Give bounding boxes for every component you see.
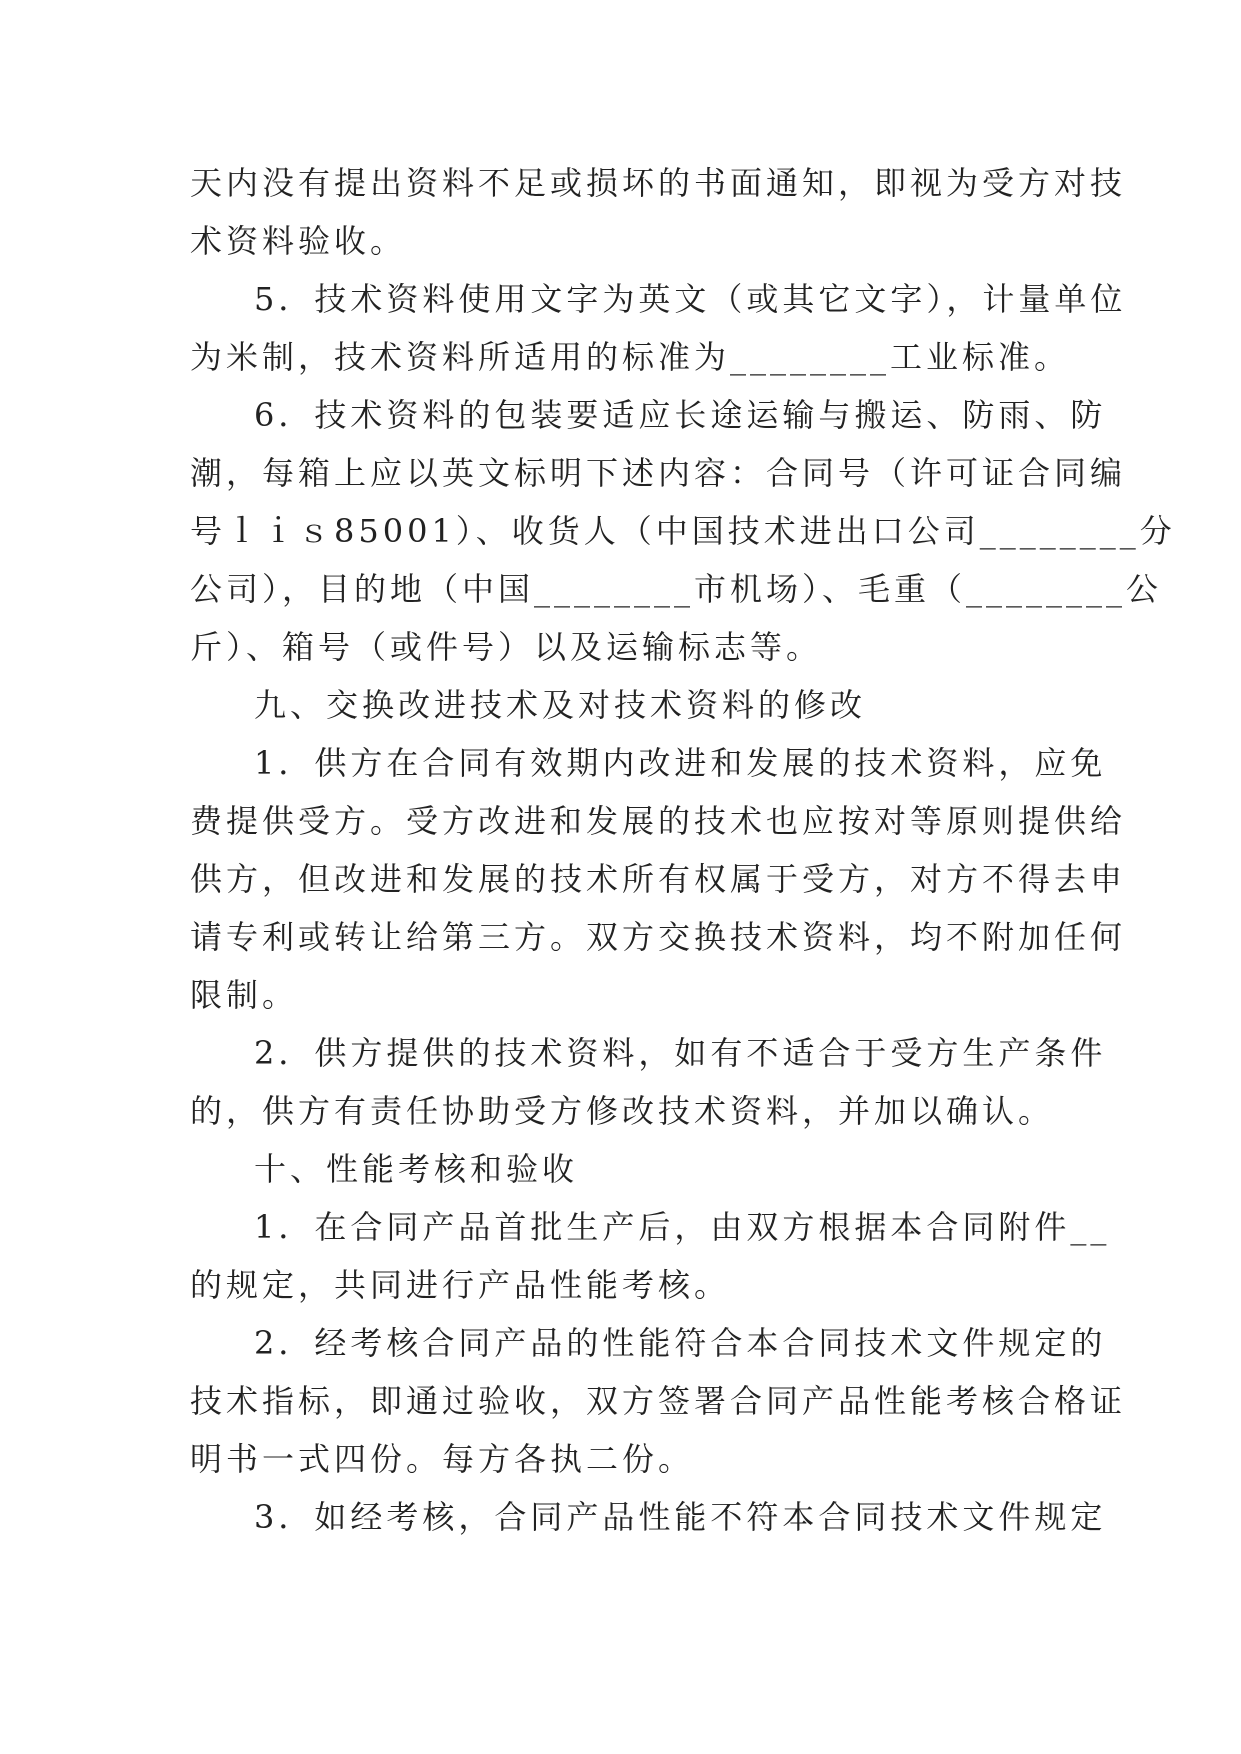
text-line: 潮，每箱上应以英文标明下述内容：合同号（许可证合同编 bbox=[190, 454, 1127, 492]
text-line: 6．技术资料的包装要适应长途运输与搬运、防雨、防 bbox=[254, 396, 1107, 434]
text-line: 明书一式四份。每方各执二份。 bbox=[190, 1440, 695, 1478]
text-line: 2．经考核合同产品的性能符合本合同技术文件规定的 bbox=[254, 1324, 1107, 1362]
section-heading: 十、性能考核和验收 bbox=[254, 1150, 579, 1188]
text-line: 3．如经考核，合同产品性能不符本合同技术文件规定 bbox=[254, 1498, 1107, 1536]
text-line: 术资料验收。 bbox=[190, 222, 407, 260]
text-line: 的，供方有责任协助受方修改技术资料，并加以确认。 bbox=[190, 1092, 1055, 1130]
text-line: 天内没有提出资料不足或损坏的书面通知，即视为受方对技 bbox=[190, 164, 1127, 202]
text-line: 1．供方在合同有效期内改进和发展的技术资料，应免 bbox=[254, 744, 1107, 782]
text-line: 号ｌｉｓ85001）、收货人（中国技术进出口公司________分 bbox=[190, 512, 1176, 550]
text-line: 1．在合同产品首批生产后，由双方根据本合同附件__ bbox=[254, 1208, 1111, 1246]
text-line: 2．供方提供的技术资料，如有不适合于受方生产条件 bbox=[254, 1034, 1107, 1072]
text-line: 请专利或转让给第三方。双方交换技术资料，均不附加任何 bbox=[190, 918, 1127, 956]
text-line: 斤）、箱号（或件号）以及运输标志等。 bbox=[190, 628, 823, 666]
text-line: 费提供受方。受方改进和发展的技术也应按对等原则提供给 bbox=[190, 802, 1127, 840]
text-line: 为米制，技术资料所适用的标准为________工业标准。 bbox=[190, 338, 1071, 376]
text-line: 5．技术资料使用文字为英文（或其它文字），计量单位 bbox=[254, 280, 1127, 318]
text-line: 公司），目的地（中国________市机场）、毛重（________公 bbox=[190, 570, 1163, 608]
section-heading: 九、交换改进技术及对技术资料的修改 bbox=[254, 686, 867, 724]
text-line: 的规定，共同进行产品性能考核。 bbox=[190, 1266, 731, 1304]
text-line: 限制。 bbox=[190, 976, 299, 1014]
text-line: 技术指标，即通过验收，双方签署合同产品性能考核合格证 bbox=[190, 1382, 1127, 1420]
document-body bbox=[190, 154, 1176, 1546]
text-line: 供方，但改进和发展的技术所有权属于受方，对方不得去申 bbox=[190, 860, 1127, 898]
